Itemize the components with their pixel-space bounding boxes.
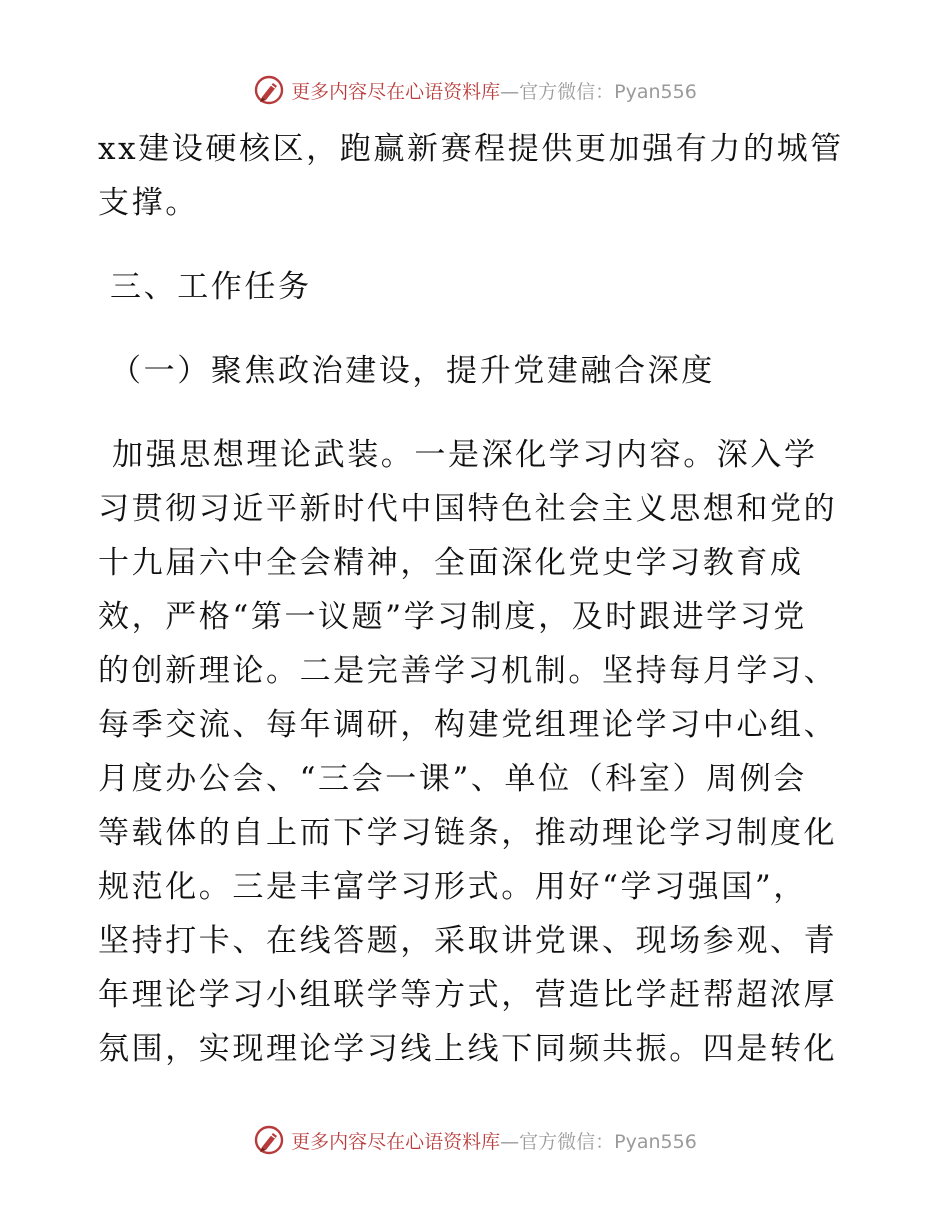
text-line: 规范化。三是丰富学习形式。用好“学习强国”， — [98, 869, 807, 905]
watermark-text: 更多内容尽在心语资料库—官方微信：Pyan556 — [291, 80, 697, 103]
text-line: 等载体的自上而下学习链条，推动理论学习制度化 — [98, 815, 838, 851]
text-line: 月度办公会、“三会一课”、单位（科室）周例会 — [98, 761, 807, 797]
text-line: 坚持打卡、在线答题，采取讲党课、现场参观、青 — [98, 923, 838, 959]
text-line: 每季交流、每年调研，构建党组理论学习中心组、 — [98, 707, 838, 743]
text-line: 的创新理论。二是完善学习机制。坚持每月学习、 — [98, 653, 838, 689]
text-line: 效，严格“第一议题”学习制度，及时跟进学习党 — [98, 599, 807, 635]
text-line: 氛围，实现理论学习线上线下同频共振。四是转化 — [98, 1031, 838, 1067]
text-line: 年理论学习小组联学等方式，营造比学赶帮超浓厚 — [98, 977, 838, 1013]
text-line: xx建设硬核区，跑赢新赛程提供更加强有力的城管 — [98, 131, 844, 167]
footer-watermark — [0, 1120, 950, 1160]
text-line: 支撑。 — [98, 185, 199, 221]
header-watermark — [0, 70, 950, 110]
text-line: 十九届六中全会精神，全面深化党史学习教育成 — [98, 545, 804, 581]
pen-logo-icon — [253, 1124, 285, 1156]
watermark-text: 更多内容尽在心语资料库—官方微信：Pyan556 — [291, 1130, 697, 1153]
pen-logo-icon — [253, 74, 285, 106]
text-line: 习贯彻习近平新时代中国特色社会主义思想和党的 — [98, 491, 838, 527]
section-heading: 三、工作任务 — [110, 269, 312, 305]
document-body — [98, 122, 858, 1076]
subsection-heading: （一）聚焦政治建设，提升党建融合深度 — [110, 353, 715, 389]
paragraph-first-line: 加强思想理论武装。一是深化学习内容。深入学 — [112, 437, 818, 473]
